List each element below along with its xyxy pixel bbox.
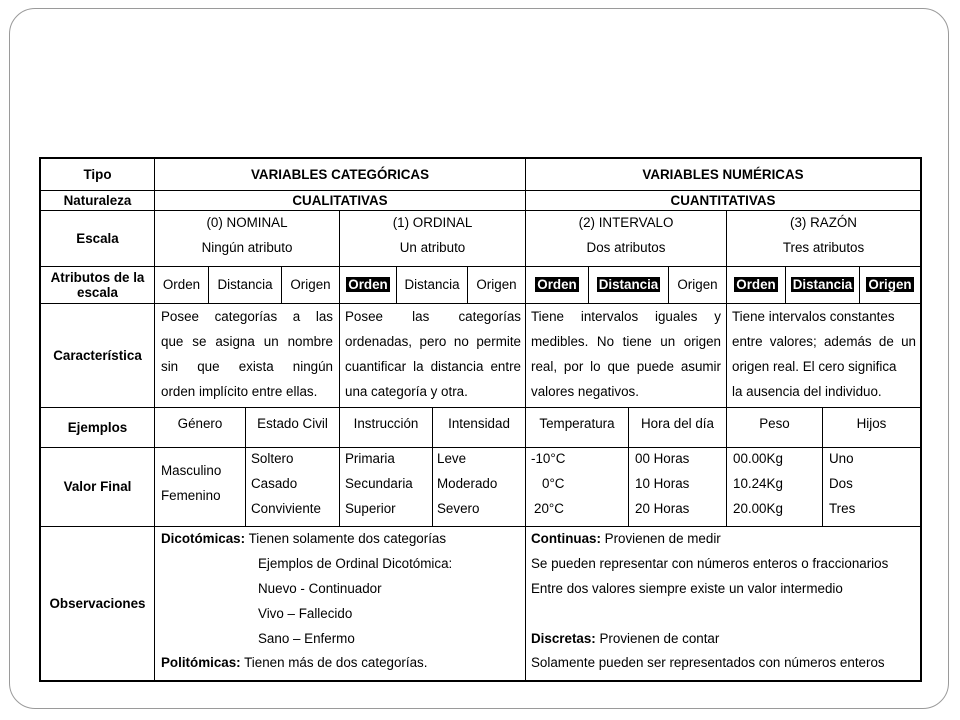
valor-item: Primaria (345, 451, 395, 466)
continuas-text: Provienen de medir (600, 531, 721, 546)
attr-ordinal-origen: Origen (476, 277, 517, 292)
politomicas-line (161, 655, 427, 670)
escala-razon-attrs: Tres atributos (782, 240, 865, 255)
escala-intervalo (526, 210, 726, 266)
naturaleza-cuantitativas: CUANTITATIVAS (670, 192, 776, 208)
attr-razon-orden-cell (727, 266, 785, 303)
attr-razon-distancia: Distancia (792, 277, 853, 292)
ejemplo-instruccion: Instrucción (353, 415, 419, 431)
row-label-naturaleza: Naturaleza (63, 192, 132, 208)
ejemplo-genero: Género (177, 415, 223, 431)
discretas-text: Provienen de contar (595, 631, 720, 646)
ejemplo-intensidad: Intensidad (448, 415, 510, 431)
valor-item: Severo (437, 501, 480, 516)
attr-nominal-orden: Orden (162, 277, 201, 292)
variables-table (39, 157, 922, 682)
ejemplo-dicotomica: Sano – Enfermo (258, 631, 355, 646)
ejemplo-dicotomica: Nuevo - Continuador (258, 581, 382, 596)
row-label-escala: Escala (76, 230, 119, 246)
valor-peso (733, 447, 822, 526)
valor-item: Uno (829, 451, 854, 466)
escala-ordinal-name: (1) ORDINAL (392, 215, 473, 230)
valor-item: Masculino (161, 463, 222, 478)
valor-temperatura (531, 447, 628, 526)
row-label-ejemplos: Ejemplos (67, 419, 128, 435)
politomicas-label: Politómicas: (161, 655, 241, 670)
caracteristica-nominal-line: que se asigna un nombre (161, 334, 333, 349)
continuas-line (531, 531, 721, 546)
attr-intervalo-distancia-cell (589, 266, 668, 303)
ejemplo-hijos: Hijos (856, 415, 887, 431)
valor-item: Femenino (161, 488, 221, 503)
valor-item: Casado (251, 476, 298, 491)
valor-item: 00 Horas (635, 451, 690, 466)
continuas-detail: Se pueden representar con números enteros o fraccionarios (531, 556, 889, 571)
caracteristica-ordinal-line: cuantificar la distancia entre (345, 359, 521, 374)
valor-item: Secundaria (345, 476, 413, 491)
valor-item: Dos (829, 476, 853, 491)
escala-razon (727, 210, 920, 266)
valor-item: 20.00Kg (733, 501, 783, 516)
dicotomicas-text: Tienen solamente dos categorías (245, 531, 447, 546)
row-label-valor-final: Valor Final (63, 479, 132, 494)
escala-intervalo-name: (2) INTERVALO (578, 215, 674, 230)
valor-intensidad (437, 447, 525, 526)
attr-ordinal-distancia: Distancia (404, 277, 460, 292)
caracteristica-razon-line: entre valores; además de un (732, 334, 916, 349)
discretas-label: Discretas: (531, 631, 596, 646)
caracteristica-ordinal-line: ordenadas, pero no permite (345, 334, 521, 349)
caracteristica-intervalo-line: medibles. No tiene un origen (531, 334, 721, 349)
row-label-atributos: Atributos de la escala (50, 269, 145, 300)
escala-nominal-name: (0) NOMINAL (206, 215, 288, 230)
valor-item: Tres (829, 501, 856, 516)
dicotomicas-line (161, 531, 446, 546)
escala-nominal-attrs: Ningún atributo (201, 240, 293, 255)
valor-genero (161, 447, 245, 526)
escala-intervalo-attrs: Dos atributos (586, 240, 666, 255)
row-label-caracteristica: Característica (53, 347, 142, 363)
valor-item: 00.00Kg (733, 451, 783, 466)
row-label-tipo: Tipo (83, 167, 112, 182)
attr-razon-origen-cell (860, 266, 920, 303)
valor-item: 10 Horas (635, 476, 690, 491)
caracteristica-ordinal (345, 303, 521, 407)
caracteristica-ordinal-line: Posee las categorías (345, 309, 521, 324)
naturaleza-cualitativas: CUALITATIVAS (292, 192, 388, 208)
caracteristica-nominal-line: sin que exista ningún (161, 359, 333, 374)
ejemplos-dicotomica-title: Ejemplos de Ordinal Dicotómica: (258, 556, 453, 571)
dicotomicas-label: Dicotómicas: (161, 531, 246, 546)
attr-razon-origen: Origen (868, 277, 912, 292)
attr-razon-orden: Orden (736, 277, 776, 292)
valor-item: Leve (437, 451, 467, 466)
escala-ordinal-attrs: Un atributo (399, 240, 466, 255)
ejemplo-dicotomica: Vivo – Fallecido (258, 606, 353, 621)
attr-nominal-distancia: Distancia (217, 277, 273, 292)
caracteristica-nominal-line: orden implícito entre ellas. (161, 384, 318, 399)
valor-item: 10.24Kg (733, 476, 783, 491)
ejemplo-estado-civil: Estado Civil (257, 415, 328, 431)
caracteristica-razon (732, 303, 916, 407)
attr-intervalo-origen: Origen (677, 277, 718, 292)
attr-intervalo-orden: Orden (537, 277, 577, 292)
valor-item: 20 Horas (635, 501, 690, 516)
attr-ordinal-orden: Orden (348, 277, 388, 292)
valor-item: 0°C (542, 476, 565, 491)
row-label-observaciones: Observaciones (49, 595, 146, 611)
caracteristica-intervalo (531, 303, 721, 407)
valor-item: 20°C (534, 501, 564, 516)
discretas-line (531, 631, 719, 646)
caracteristica-intervalo-line: Tiene intervalos iguales y (531, 309, 721, 324)
observaciones-numericas (531, 526, 920, 680)
caracteristica-nominal-line: Posee categorías a las (161, 309, 333, 324)
valor-hora (635, 447, 726, 526)
attr-intervalo-orden-cell (526, 266, 588, 303)
caracteristica-intervalo-line: valores negativos. (531, 384, 639, 399)
caracteristica-intervalo-line: real, por lo que puede asumir (531, 359, 721, 374)
caracteristica-razon-line: la ausencia del individuo. (732, 384, 882, 399)
caracteristica-nominal (161, 303, 333, 407)
ejemplo-peso: Peso (759, 415, 790, 431)
continuas-detail: Entre dos valores siempre existe un valor intermedio (531, 581, 843, 596)
valor-estado-civil (251, 447, 339, 526)
valor-instruccion (345, 447, 432, 526)
politomicas-text: Tienen más de dos categorías. (240, 655, 428, 670)
escala-ordinal (340, 210, 525, 266)
valor-hijos (829, 447, 920, 526)
caracteristica-ordinal-line: una categoría y otra. (345, 384, 468, 399)
ejemplo-temperatura: Temperatura (539, 415, 615, 431)
attr-nominal-origen: Origen (290, 277, 331, 292)
tipo-numericas: VARIABLES NUMÉRICAS (642, 167, 804, 182)
attr-intervalo-distancia: Distancia (598, 277, 659, 292)
continuas-label: Continuas: (531, 531, 601, 546)
valor-item: -10°C (531, 451, 566, 466)
escala-razon-name: (3) RAZÓN (790, 215, 857, 230)
valor-item: Soltero (251, 451, 294, 466)
ejemplo-hora: Hora del día (641, 415, 714, 431)
tipo-categoricas: VARIABLES CATEGÓRICAS (250, 167, 430, 182)
attr-razon-distancia-cell (786, 266, 859, 303)
observaciones-categoricas (161, 526, 523, 680)
caracteristica-razon-line: origen real. El cero significa (732, 359, 897, 374)
caracteristica-razon-line: Tiene intervalos constantes (732, 309, 895, 324)
escala-nominal (155, 210, 339, 266)
valor-item: Superior (345, 501, 396, 516)
attr-ordinal-orden-cell (340, 266, 396, 303)
valor-item: Conviviente (251, 501, 321, 516)
valor-item: Moderado (437, 476, 498, 491)
discretas-detail: Solamente pueden ser representados con números enteros (531, 655, 885, 670)
